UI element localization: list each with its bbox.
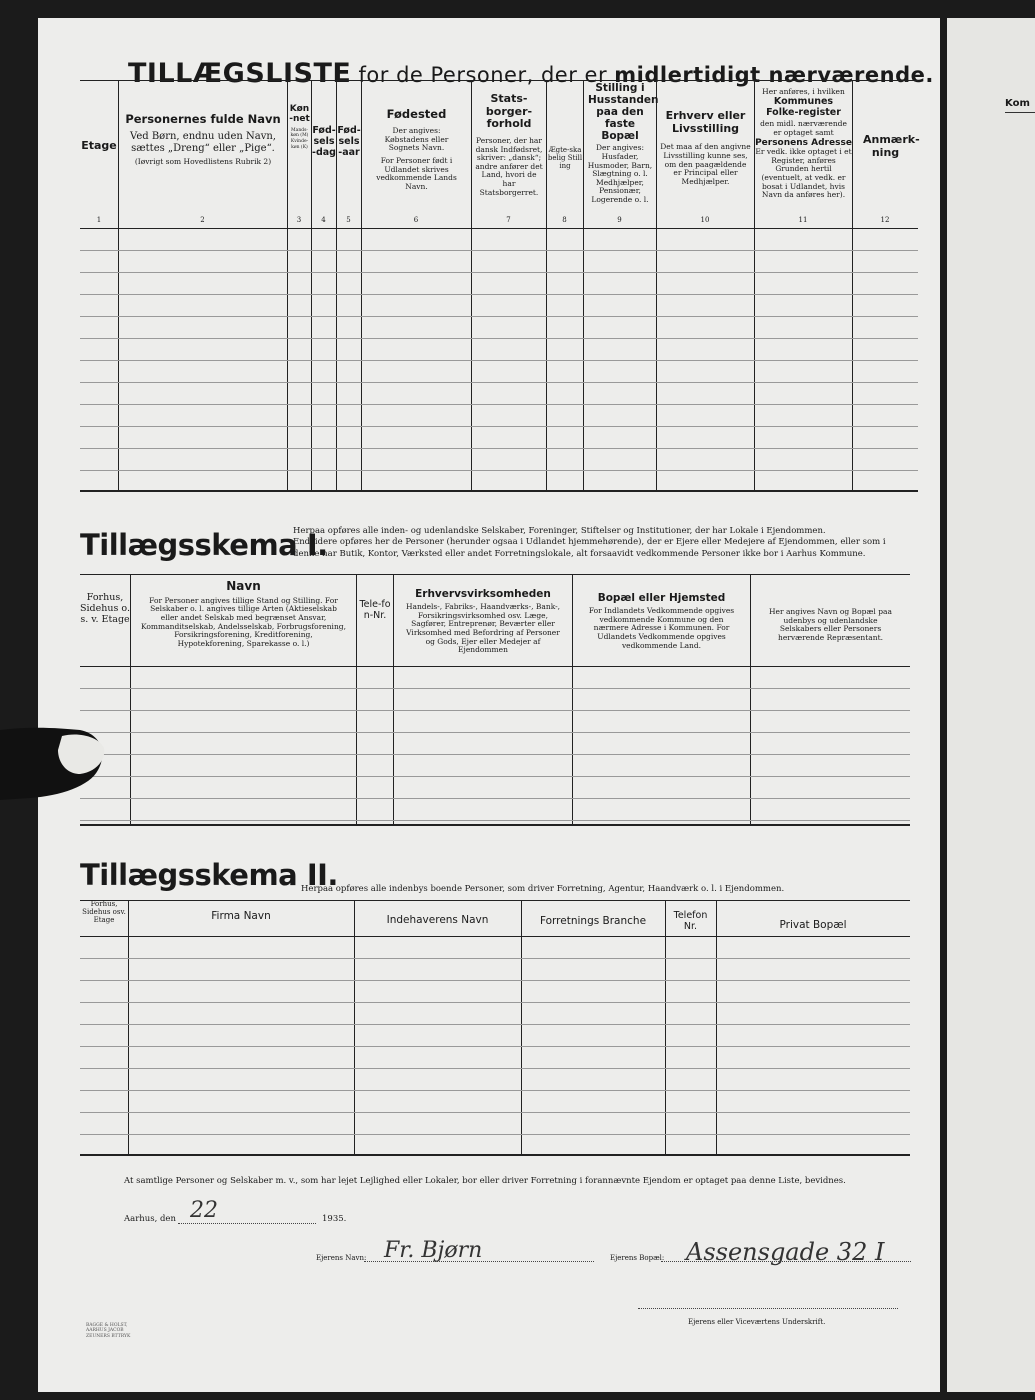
title-main: TILLÆGSLISTE	[128, 58, 352, 89]
col-citizenship-header	[472, 93, 546, 197]
col-etage-header: Etage	[81, 139, 117, 152]
date-line	[178, 1223, 316, 1224]
skema1-col-name-sub: For Personer angives tillige Stand og Stilling. For Selskaber o. l. angives tillige Arten (Aktieselskab eller andet Selskab med begrænset Ansvar, Kommanditselskab, Andelsselskab, Forbrugsforening, Forsikringsforening, Kreditforening, Hypotekforening, Sparekasse o. l.)	[141, 595, 346, 648]
ruled-row-line	[80, 1112, 910, 1113]
skema2-col-firm: Firma Navn	[211, 910, 271, 922]
ruled-row-line	[80, 1090, 910, 1091]
col-citizenship-title: Stats-borger-forhold	[485, 92, 533, 131]
ruled-row-line	[80, 820, 910, 821]
ruled-row-line	[80, 688, 910, 689]
col-num-5: 5	[346, 216, 351, 224]
skema1-title: Tillægsskema I.	[80, 528, 328, 562]
skema2-description: Herpaa opføres alle indenbys boende Personer, som driver Forretning, Agentur, Haandværk o. l. i Ejendommen.	[301, 884, 785, 894]
skema1-col-residence-title: Bopæl eller Hjemsted	[597, 592, 726, 604]
ruled-row-line	[80, 1134, 910, 1135]
skema2-col-phone: Telefon Nr.	[673, 910, 708, 932]
skema2-title: Tillægsskema II.	[80, 858, 338, 892]
page-title	[128, 58, 948, 89]
col-num-7: 7	[506, 216, 511, 224]
ruled-row-line	[80, 1002, 910, 1003]
skema1-col-residence-sub: For Indlandets Vedkommende opgives vedkommende Kommune og den nærmere Adresse i Kommunen. For Udlandets Vedkommende opgives vedkommende Land.	[588, 606, 735, 650]
col-register-pre: Her anføres, i hvilken	[762, 87, 845, 96]
attestation-statement: At samtlige Personer og Selskaber m. v., som har lejet Lejlighed eller Lokaler, bor eller driver Forretning i forannævnte Ejendom er optaget paa denne Liste, bevidnes.	[124, 1176, 846, 1186]
date-day-handwritten: 22	[190, 1198, 218, 1223]
skema1-col-business-sub: Handels-, Fabriks-, Haandværks-, Bank-, Forsikringsvirksomhed osv. Læge, Sagfører, Entreprenør, Beværter eller Virksomhed med Befordring af Personer og Gods, Ejer eller Medejer af Ejendommen	[405, 602, 561, 655]
col-register-sub: den midl. nærværende er optaget samt	[760, 119, 847, 138]
skema1-col-phone: Tele-fon-Nr.	[359, 599, 391, 621]
ruled-row-line	[80, 338, 918, 339]
ruled-row-line	[80, 382, 918, 383]
ruled-row-line	[80, 316, 918, 317]
ruled-row-line	[80, 958, 910, 959]
col-name-sub2: (Iøvrigt som Hovedlistens Rubrik 2)	[134, 157, 272, 167]
skema2-col-branch: Forretnings Branche	[539, 915, 647, 927]
col-citizenship-sub: Personer, der har dansk Indfødsret, skriver: „dansk“; andre anfører det Land, hvori de har Statsborgerret.	[475, 135, 543, 197]
col-name-header	[120, 113, 286, 167]
col-marital-header: Ægte-skabelig Stilling	[547, 146, 583, 171]
skema1-description	[293, 526, 913, 560]
date-label: Aarhus, den	[124, 1214, 176, 1224]
col-occupation-header	[657, 110, 754, 186]
col-num-9: 9	[617, 216, 622, 224]
ruled-row-line	[80, 470, 918, 471]
owner-address-handwritten: Assensgade 32 I	[686, 1238, 885, 1266]
ruled-row-line	[80, 294, 918, 295]
ruled-row-line	[80, 732, 910, 733]
right-page-edge	[947, 18, 1035, 1392]
col-name-title: Personernes fulde Navn	[125, 112, 281, 126]
owner-name-handwritten: Fr. Bjørn	[384, 1238, 483, 1263]
skema1-col-business	[394, 588, 572, 655]
skema1-col-residence	[573, 592, 750, 650]
col-birthplace-sub: Der angives: Købstadens eller Sognets Navn.	[384, 126, 449, 153]
col-num-4: 4	[321, 216, 326, 224]
skema1-col-name-title: Navn	[226, 579, 261, 593]
ruled-row-line	[80, 250, 918, 251]
col-sex-header	[288, 104, 311, 150]
col-birthplace-sub2: For Personer født i Udlandet skrives vedkommende Lands Navn.	[376, 156, 457, 191]
thumb-artifact	[0, 718, 105, 808]
signature-line	[638, 1308, 898, 1309]
ruled-row-line	[80, 798, 910, 799]
census-form-page	[38, 18, 940, 1392]
skema1-col-business-title: Erhvervsvirksomheden	[415, 588, 551, 600]
col-num-8: 8	[562, 216, 567, 224]
ruled-row-line	[80, 776, 910, 777]
col-birthplace-title: Fødested	[386, 107, 447, 121]
col-birthplace-header	[363, 108, 470, 192]
col-register-sub2: Er vedk. ikke optaget i et Register, anføres Grunden hertil (eventuelt, at vedk. er bosat i Udlandet, hvis Navn da anføres her).	[755, 147, 852, 200]
ruled-row-line	[80, 360, 918, 361]
skema1-col-representative: Her angives Navn og Bopæl paa udenbys og udenlandske Selskabers eller Personers herværende Repræsentant.	[769, 607, 892, 642]
col-register-header	[755, 88, 852, 200]
title-rest: for de Personer, der er	[351, 63, 615, 87]
col-household-title: Stilling i Husstanden paa den faste Bopæl	[588, 82, 659, 143]
printer-mark: BAGGE & HOLST, AARHUS JACOB ZEUNERS BTTRYK	[86, 1323, 131, 1339]
col-num-3: 3	[296, 216, 302, 224]
col-num-6: 6	[413, 216, 419, 224]
col-num-11: 11	[798, 216, 808, 224]
skema1-desc-2: Endvidere opføres her de Personer (herunder ogsaa i Udlandet hjemmehørende), der er Ejere eller Medejere af Ejendommen, eller som i denne har Butik, Kontor, Værksted eller andet Forretningslokale, alt forsaavidt vedkommende Personer ikke bor i Aarhus Kommune.	[293, 537, 886, 559]
col-num-1: 1	[96, 216, 102, 224]
ruled-row-line	[80, 404, 918, 405]
col-remarks-header: Anmærk-ning	[863, 133, 920, 159]
signature-label: Ejerens eller Viceværtens Underskrift.	[688, 1318, 826, 1326]
skema2-col-address: Privat Bopæl	[779, 919, 847, 931]
skema1-col-name	[131, 580, 356, 649]
ruled-row-line	[80, 1024, 910, 1025]
owner-address-label: Ejerens Bopæl:	[610, 1254, 665, 1262]
col-num-2: 2	[200, 216, 205, 224]
skema2-col-etage: Forhus, Sidehus osv. Etage	[82, 900, 126, 925]
owner-name-label: Ejerens Navn:	[316, 1254, 367, 1262]
col-register-title: Kommunes Folke-register	[766, 95, 841, 118]
ruled-row-line	[80, 710, 910, 711]
skema1-desc-1: Herpaa opføres alle inden- og udenlandske Selskaber, Foreninger, Stiftelser og Institutioner, der har Lokale i Ejendommen.	[293, 526, 826, 536]
ruled-row-line	[80, 1046, 910, 1047]
ruled-row-line	[80, 426, 918, 427]
ruled-row-line	[80, 980, 910, 981]
ruled-row-line	[80, 754, 910, 755]
col-register-title2: Personens Adresse	[755, 137, 852, 148]
col-num-12: 12	[880, 216, 890, 224]
ruled-row-line	[80, 448, 918, 449]
col-household-sub: Der angives: Husfader, Husmoder, Barn, Slægtning o. l. Medhjælper, Pensionær, Logerende o. l.	[587, 143, 653, 205]
right-page-fragment: Kom	[1005, 98, 1030, 109]
col-num-10: 10	[700, 216, 710, 224]
col-occupation-title: Erhverv eller Livsstilling	[665, 109, 746, 135]
col-sex-sub: Mands-køn (M) Kvinde-køn (K)	[290, 127, 309, 150]
skema1-col-etage: Forhus, Sidehus o. s. v. Etage	[80, 592, 130, 625]
date-year: 1935.	[322, 1214, 347, 1224]
col-birthday-header: Fød-sels-dag	[312, 125, 336, 158]
skema2-col-owner: Indehaverens Navn	[386, 914, 489, 926]
ruled-row-line	[80, 272, 918, 273]
col-household-header	[584, 82, 659, 205]
ruled-row-line	[80, 1068, 910, 1069]
col-name-sub: Ved Børn, endnu uden Navn, sættes „Dreng“ eller „Pige“.	[130, 131, 276, 154]
col-birthyear-header: Fød-sels-aar	[337, 125, 361, 158]
col-occupation-sub: Det maa af den angivne Livsstilling kunne ses, om den paagældende er Principal eller Medhjælper.	[660, 142, 751, 186]
col-sex-title: Køn-net	[289, 104, 310, 125]
title-bold: midlertidigt nærværende.	[614, 63, 934, 87]
